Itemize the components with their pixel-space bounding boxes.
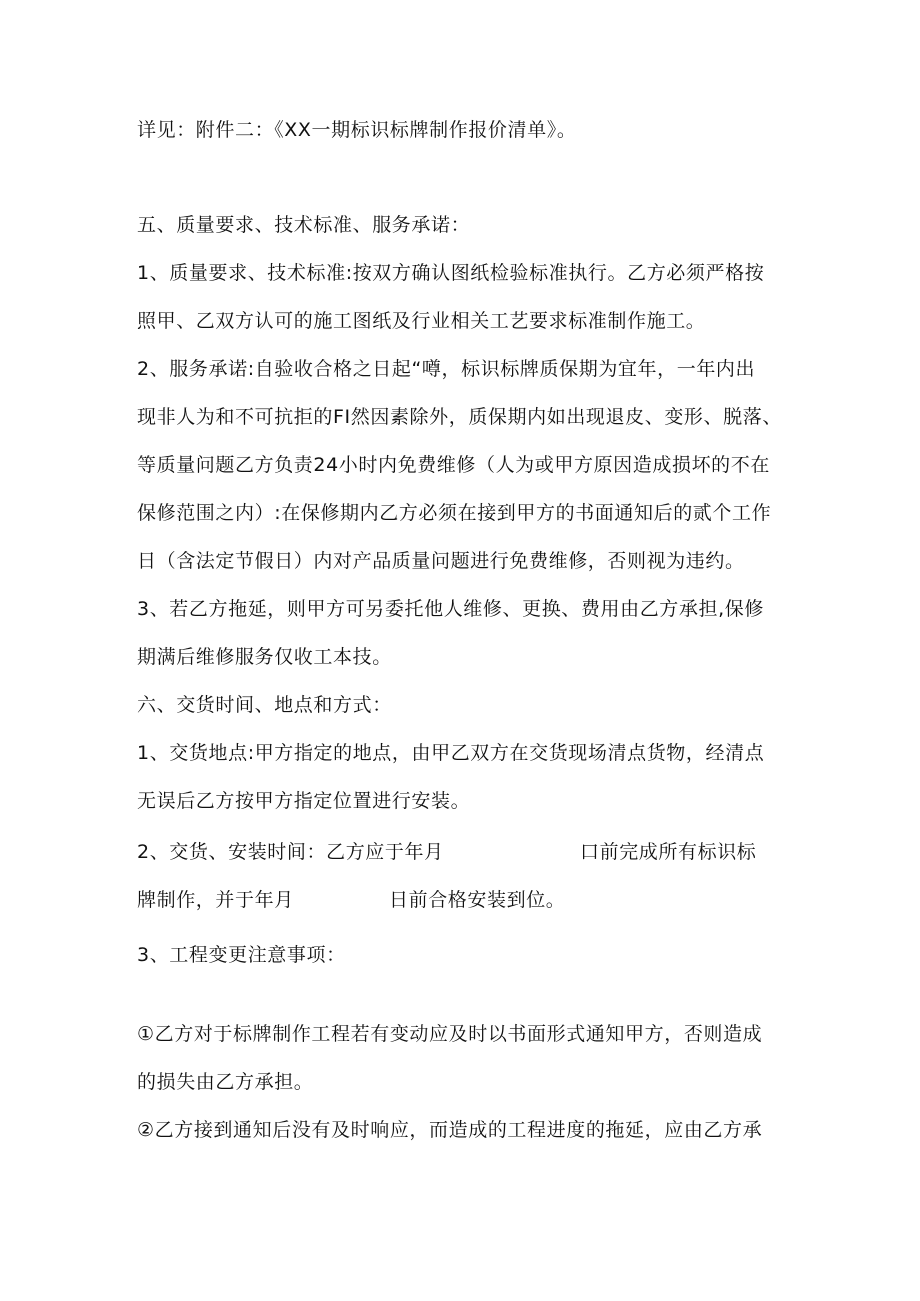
attachment-reference: 详见：附件二：《XX一期标识标牌制作报价清单》。 (137, 119, 577, 141)
service-commitment-line-2: 现非人为和不可抗拒的FI然因素除外，质保期内如出现退皮、变形、脱落、 (137, 406, 782, 428)
service-commitment-line-1: 2、服务承诺:自验收合格之日起“噂，标识标牌质保期为宜年，一年内出 (137, 358, 756, 380)
change-note-1-line-2: 的损失由乙方承担。 (137, 1071, 314, 1093)
quality-requirement-line-2: 照甲、乙双方认可的施工图纸及行业相关工艺要求标准制作施工。 (137, 310, 706, 332)
change-note-2-line-1: ②乙方接到通知后没有及时响应，而造成的工程进度的拖延，应由乙方承 (137, 1119, 763, 1141)
delivery-time-line-2-part-1: 牌制作，并于年月 (137, 889, 294, 911)
section-six-heading: 六、交货时间、地点和方式： (137, 694, 392, 716)
section-five-heading: 五、质量要求、技术标准、服务承诺： (137, 214, 471, 236)
delivery-time-line-1-part-1: 2、交货、安装时间：乙方应于年月 (137, 841, 444, 863)
quality-requirement-line-1: 1、质量要求、技术标准:按双方确认图纸检验标准执行。乙方必须严格按 (137, 262, 765, 284)
change-notes-heading: 3、工程变更注意事项： (137, 944, 346, 966)
service-commitment-line-4: 保修范围之内）:在保修期内乙方必须在接到甲方的书面通知后的贰个工作 (137, 502, 772, 524)
service-commitment-line-3: 等质量问题乙方负责24小时内免费维修（人为或甲方原因造成损坏的不在 (137, 454, 770, 476)
change-note-1-line-1: ①乙方对于标牌制作工程若有变动应及时以书面形式通知甲方，否则造成 (137, 1023, 763, 1045)
delivery-time-line-1-part-2: 口前完成所有标识标 (580, 841, 757, 863)
delivery-location-line-2: 无误后乙方按甲方指定位置进行安装。 (137, 790, 471, 812)
service-commitment-line-5: 日（含法定节假日）内对产品质量问题进行免费维修，否则视为违约。 (137, 550, 745, 572)
delivery-location-line-1: 1、交货地点:甲方指定的地点，由甲乙双方在交货现场清点货物，经清点 (137, 742, 765, 764)
delay-clause-line-2: 期满后维修服务仅收工本技。 (137, 646, 392, 668)
delivery-time-line-2-part-2: 日前合格安装到位。 (389, 889, 566, 911)
delay-clause-line-1: 3、若乙方拖延，则甲方可另委托他人维修、更换、费用由乙方承担,保修 (137, 598, 764, 620)
